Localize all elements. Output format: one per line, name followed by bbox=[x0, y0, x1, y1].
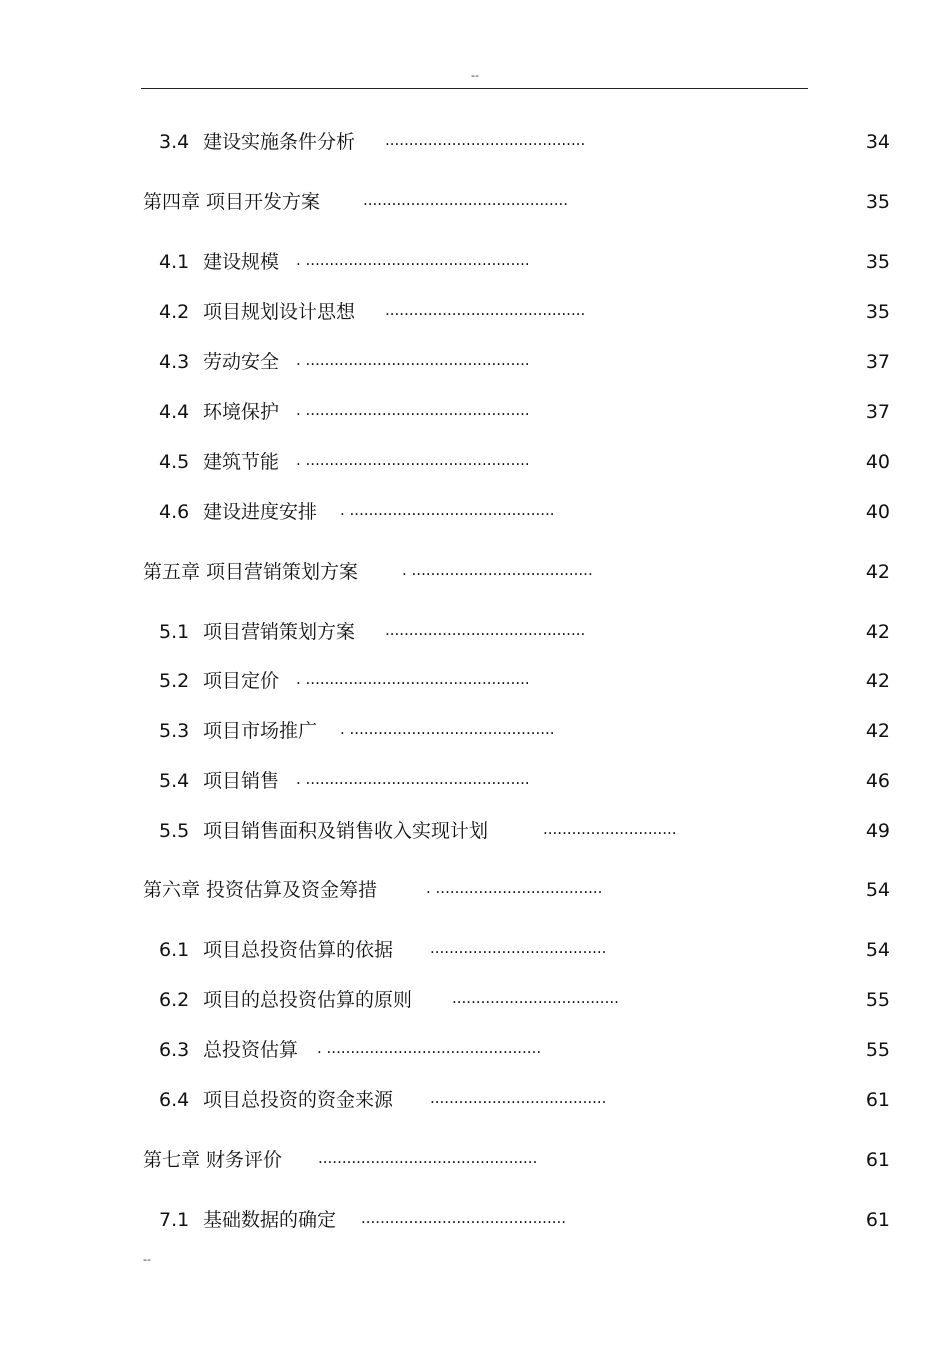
toc-chapter[interactable] bbox=[0, 1145, 950, 1175]
toc-section-number: 6.3 bbox=[159, 1039, 190, 1061]
toc-title: 项目总投资估算的依据 bbox=[203, 939, 394, 961]
toc-section[interactable] bbox=[0, 816, 950, 846]
toc-section-number: 4.6 bbox=[159, 501, 190, 523]
toc-page-number: 54 bbox=[865, 879, 890, 901]
toc-page-number: 61 bbox=[865, 1209, 890, 1231]
toc-dot-leader: .......................................... bbox=[385, 301, 586, 319]
toc-title: 第四章 项目开发方案 bbox=[143, 191, 321, 213]
toc-chapter[interactable] bbox=[0, 875, 950, 905]
toc-dot-leader: .......................................... bbox=[385, 131, 586, 149]
toc-section-number: 4.5 bbox=[159, 451, 190, 473]
toc-dot-leader: . ............................................... bbox=[296, 401, 530, 419]
toc-dot-leader: ............................ bbox=[543, 820, 677, 838]
toc-section-number: 5.4 bbox=[159, 770, 190, 792]
toc-page-number: 42 bbox=[865, 621, 890, 643]
toc-dot-leader: .......................................... bbox=[385, 621, 586, 639]
toc-section[interactable] bbox=[0, 397, 950, 427]
toc-section-number: 4.3 bbox=[159, 351, 190, 373]
toc-section[interactable] bbox=[0, 985, 950, 1015]
toc-section[interactable] bbox=[0, 1085, 950, 1115]
toc-dot-leader: ..................................... bbox=[430, 1089, 607, 1107]
toc-section[interactable] bbox=[0, 617, 950, 647]
toc-page-number: 61 bbox=[865, 1149, 890, 1171]
toc-dot-leader: ..................................... bbox=[430, 939, 607, 957]
toc-title: 项目的总投资估算的原则 bbox=[203, 989, 413, 1011]
toc-title: 项目总投资的资金来源 bbox=[203, 1089, 394, 1111]
toc-section[interactable] bbox=[0, 447, 950, 477]
toc-page-number: 61 bbox=[865, 1089, 890, 1111]
toc-dot-leader: .............................................. bbox=[318, 1149, 538, 1167]
toc-title: 项目营销策划方案 bbox=[203, 621, 356, 643]
toc-dot-leader: . ........................................... bbox=[340, 501, 555, 519]
toc-title: 第七章 财务评价 bbox=[143, 1149, 283, 1171]
toc-section[interactable] bbox=[0, 1035, 950, 1065]
toc-page-number: 35 bbox=[865, 251, 890, 273]
toc-section-number: 4.2 bbox=[159, 301, 190, 323]
toc-page-number: 37 bbox=[865, 351, 890, 373]
toc-page-number: 34 bbox=[865, 131, 890, 153]
toc-page-number: 42 bbox=[865, 561, 890, 583]
toc-section[interactable] bbox=[0, 766, 950, 796]
toc-dot-leader: ................................... bbox=[452, 989, 619, 1007]
toc-dot-leader: . ............................................... bbox=[296, 351, 530, 369]
toc-page-number: 40 bbox=[865, 501, 890, 523]
toc-dot-leader: . ............................................. bbox=[317, 1039, 542, 1057]
toc-page-number: 55 bbox=[865, 1039, 890, 1061]
toc-dot-leader: . ............................................... bbox=[296, 451, 530, 469]
toc-title: 劳动安全 bbox=[203, 351, 280, 373]
toc-section[interactable] bbox=[0, 297, 950, 327]
toc-dot-leader: . ............................................... bbox=[296, 770, 530, 788]
toc-section-number: 5.2 bbox=[159, 670, 190, 692]
toc-title: 总投资估算 bbox=[203, 1039, 299, 1061]
toc-section[interactable] bbox=[0, 127, 950, 157]
toc-section-number: 6.4 bbox=[159, 1089, 190, 1111]
toc-title: 建设规模 bbox=[203, 251, 280, 273]
toc-section[interactable] bbox=[0, 666, 950, 696]
toc-page-number: 35 bbox=[865, 191, 890, 213]
toc-title: 项目市场推广 bbox=[203, 720, 318, 742]
toc-section-number: 5.1 bbox=[159, 621, 190, 643]
toc-dot-leader: . ........................................... bbox=[340, 720, 555, 738]
toc-section[interactable] bbox=[0, 497, 950, 527]
toc-page-number: 42 bbox=[865, 670, 890, 692]
toc-page-number: 35 bbox=[865, 301, 890, 323]
toc-title: 项目规划设计思想 bbox=[203, 301, 356, 323]
toc-section-number: 6.2 bbox=[159, 989, 190, 1011]
toc-page-number: 37 bbox=[865, 401, 890, 423]
toc-section[interactable] bbox=[0, 347, 950, 377]
toc-title: 环境保护 bbox=[203, 401, 280, 423]
toc-section-number: 4.4 bbox=[159, 401, 190, 423]
toc-dot-leader: ........................................... bbox=[361, 1209, 567, 1227]
toc-title: 第六章 投资估算及资金筹措 bbox=[143, 879, 378, 901]
toc-dot-leader: . ...................................... bbox=[402, 561, 593, 579]
toc-section[interactable] bbox=[0, 1205, 950, 1235]
toc-title: 项目销售面积及销售收入实现计划 bbox=[203, 820, 489, 842]
toc-title: 建筑节能 bbox=[203, 451, 280, 473]
toc-title: 建设进度安排 bbox=[203, 501, 318, 523]
header-mark: -- bbox=[471, 69, 479, 82]
footer-mark: -- bbox=[143, 1253, 151, 1266]
toc-dot-leader: . ................................... bbox=[426, 879, 603, 897]
toc-dot-leader: . ............................................... bbox=[296, 251, 530, 269]
toc-page-number: 40 bbox=[865, 451, 890, 473]
toc-dot-leader: ........................................... bbox=[363, 191, 569, 209]
toc-page-number: 49 bbox=[865, 820, 890, 842]
toc-section-number: 5.3 bbox=[159, 720, 190, 742]
toc-section-number: 4.1 bbox=[159, 251, 190, 273]
toc-section[interactable] bbox=[0, 247, 950, 277]
toc-title: 建设实施条件分析 bbox=[203, 131, 356, 153]
toc-page-number: 42 bbox=[865, 720, 890, 742]
toc-page-number: 55 bbox=[865, 989, 890, 1011]
toc-title: 项目定价 bbox=[203, 670, 280, 692]
toc-chapter[interactable] bbox=[0, 557, 950, 587]
toc-title: 基础数据的确定 bbox=[203, 1209, 337, 1231]
header-rule bbox=[141, 88, 808, 89]
toc-section[interactable] bbox=[0, 716, 950, 746]
toc-section-number: 3.4 bbox=[159, 131, 190, 153]
toc-section-number: 6.1 bbox=[159, 939, 190, 961]
toc-title: 第五章 项目营销策划方案 bbox=[143, 561, 359, 583]
toc-section-number: 5.5 bbox=[159, 820, 190, 842]
toc-dot-leader: . ............................................... bbox=[296, 670, 530, 688]
toc-section-number: 7.1 bbox=[159, 1209, 190, 1231]
toc-page-number: 46 bbox=[865, 770, 890, 792]
toc-page-number: 54 bbox=[865, 939, 890, 961]
toc-title: 项目销售 bbox=[203, 770, 280, 792]
toc-chapter[interactable] bbox=[0, 187, 950, 217]
toc-section[interactable] bbox=[0, 935, 950, 965]
